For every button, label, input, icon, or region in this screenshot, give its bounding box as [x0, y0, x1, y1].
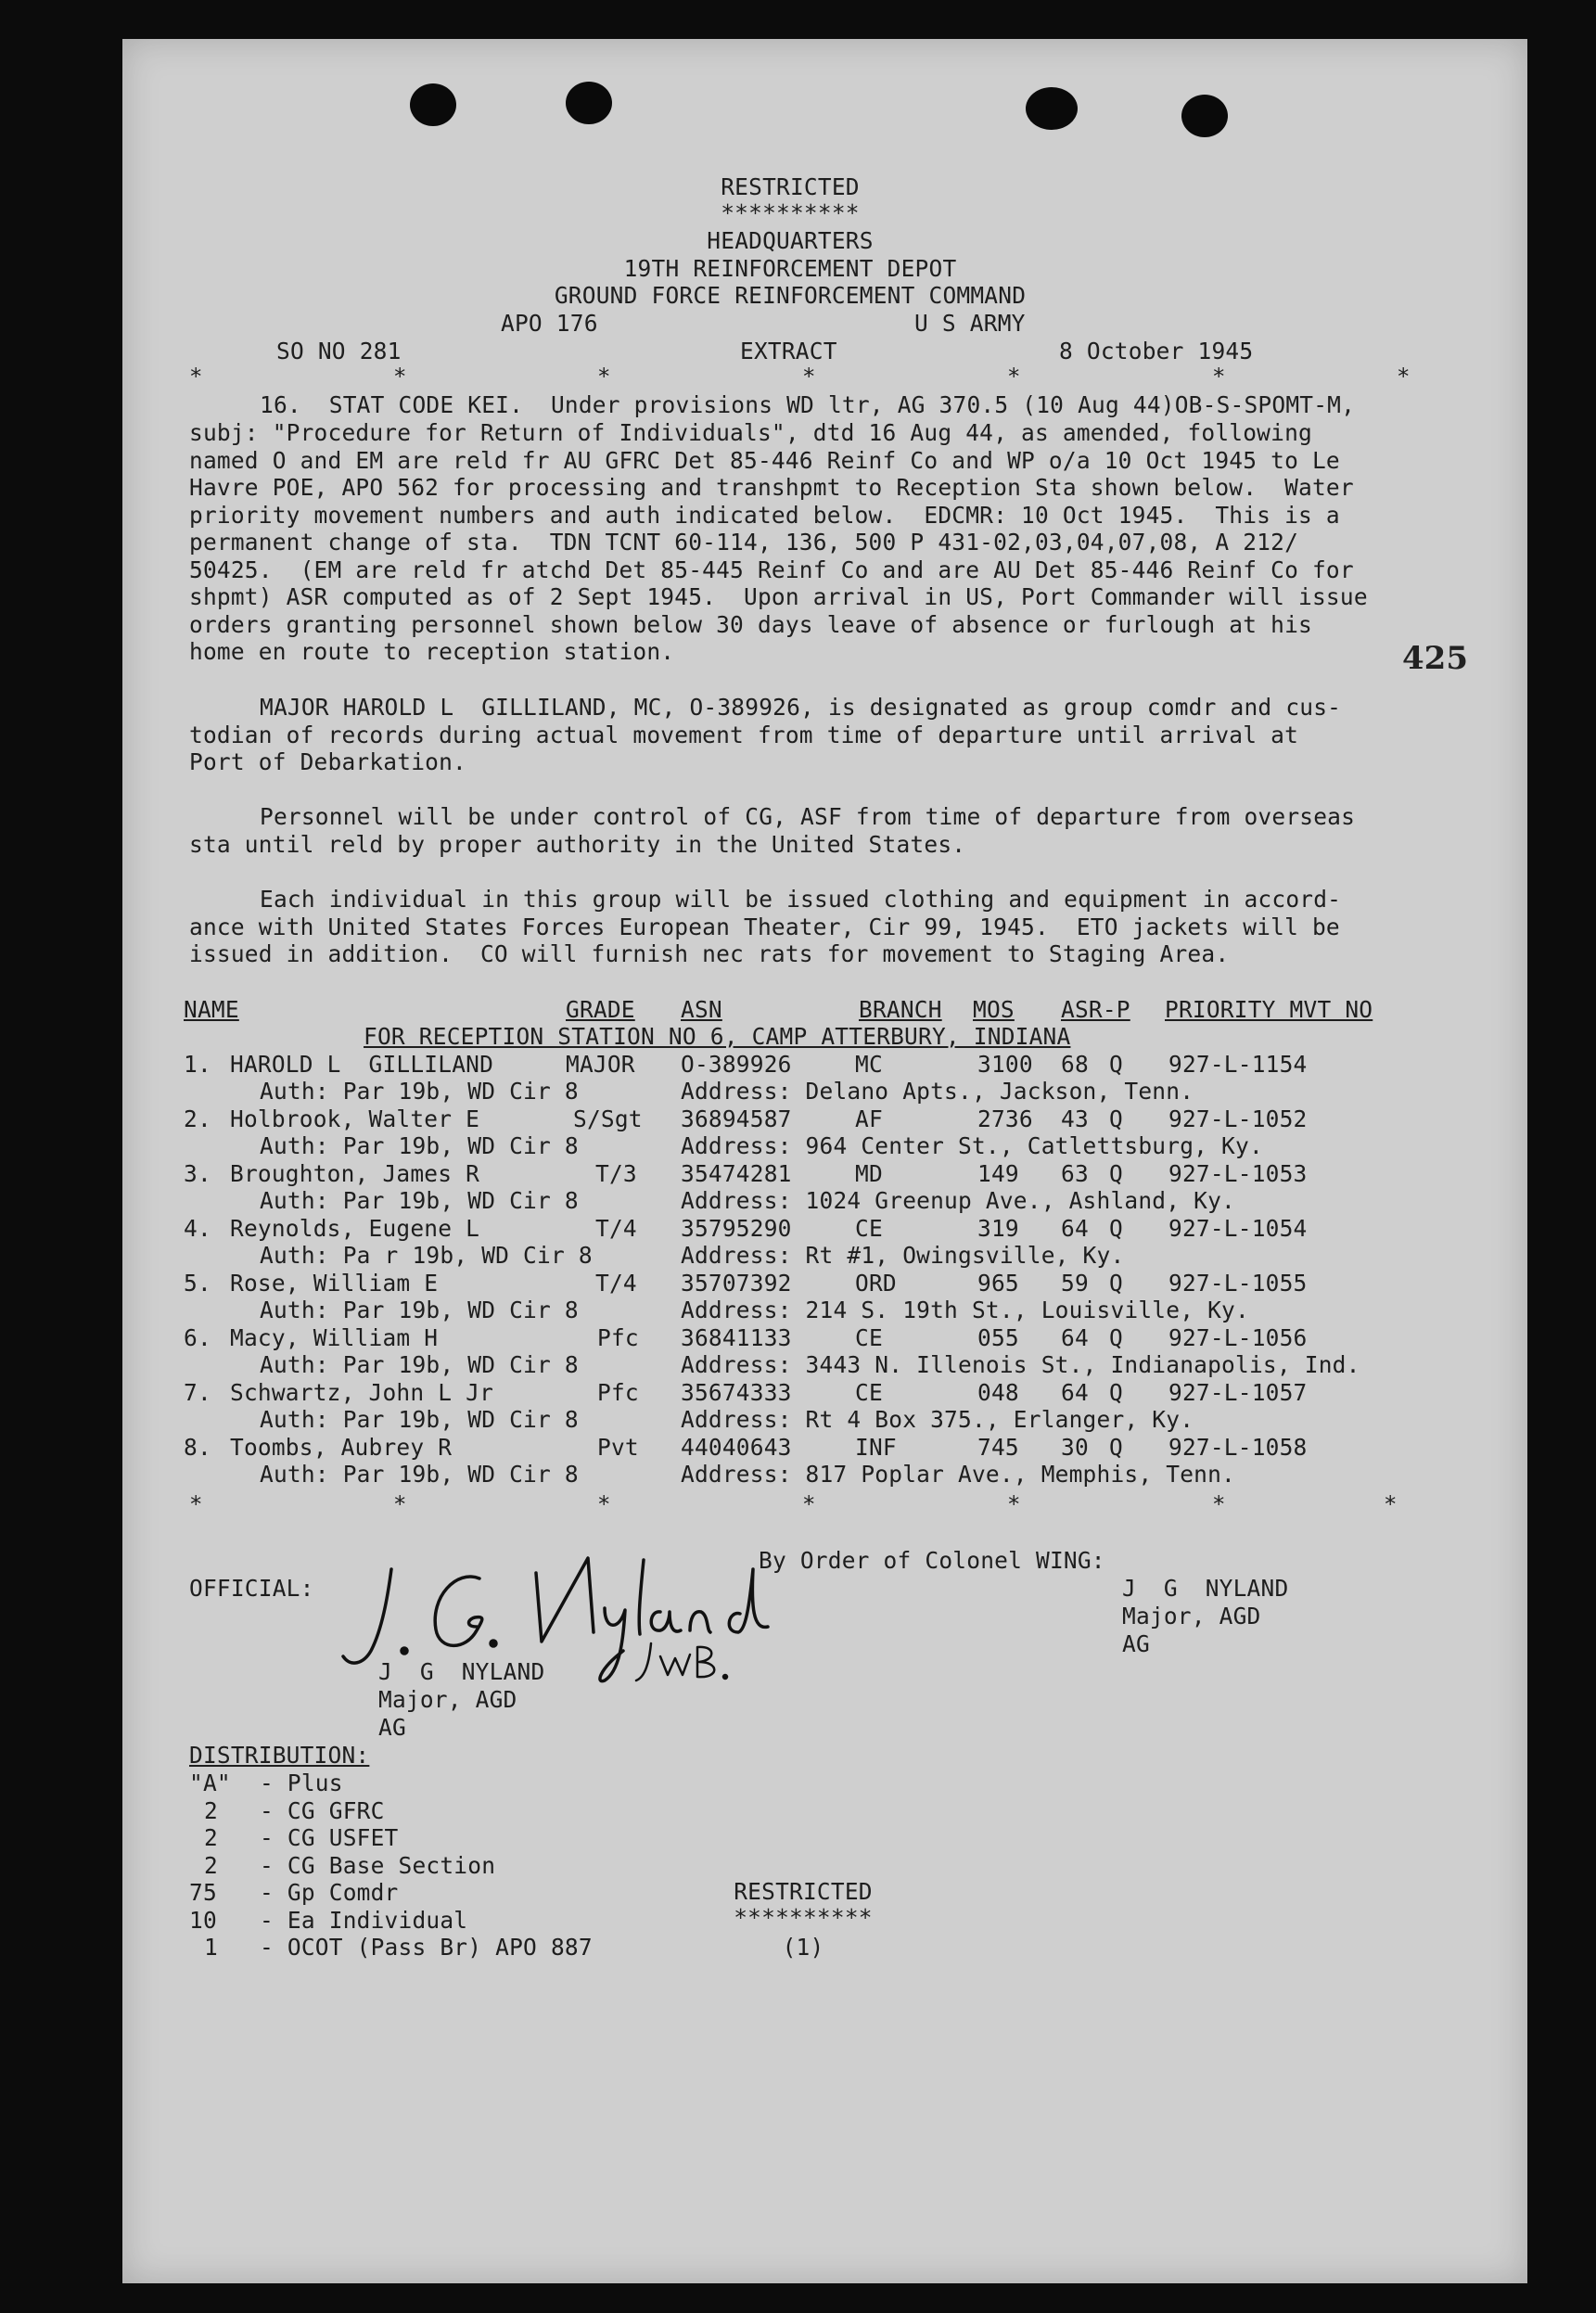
text-line: Havre POE, APO 562 for processing and transhpmt to Reception Sta shown below. Water [189, 474, 1354, 501]
row-p: Q [1109, 1379, 1123, 1406]
row-address: Address: 817 Poplar Ave., Memphis, Tenn. [681, 1461, 1236, 1488]
row-grade: Pvt [597, 1434, 639, 1461]
distribution-qty: 2 [204, 1824, 218, 1851]
order-date: 8 October 1945 [1059, 338, 1254, 364]
distribution-qty: 75 [189, 1879, 217, 1906]
punch-hole [1181, 95, 1228, 137]
distribution-qty: 2 [204, 1796, 218, 1824]
row-num: 2. [184, 1105, 211, 1132]
row-auth: Auth: Par 19b, WD Cir 8 [260, 1351, 579, 1378]
col-header-branch: BRANCH [859, 996, 942, 1023]
row-asr: 30 [1061, 1434, 1089, 1461]
row-branch: CE [855, 1324, 883, 1351]
row-p: Q [1109, 1051, 1123, 1078]
text-line: Personnel will be under control of CG, ASF from time of departure from overseas [260, 803, 1356, 830]
distribution-recipient: - Gp Comdr [260, 1879, 399, 1906]
row-grade: T/4 [595, 1270, 637, 1297]
stars-top: ********** [721, 199, 860, 226]
official-label: OFFICIAL: [189, 1575, 314, 1602]
row-mos: 319 [977, 1215, 1019, 1242]
text-line: MAJOR HAROLD L GILLILAND, MC, O-389926, is designated as group comdr and cus- [260, 694, 1342, 721]
row-auth: Auth: Par 19b, WD Cir 8 [260, 1132, 579, 1159]
punch-hole [410, 83, 456, 126]
text-line: todian of records during actual movement from time of departure until arrival at [189, 722, 1299, 748]
col-header-grade: GRADE [566, 996, 635, 1023]
row-asn: 35795290 [681, 1215, 792, 1242]
punch-hole [566, 82, 612, 124]
row-num: 4. [184, 1215, 211, 1242]
signer-name-left: J G NYLAND [378, 1658, 545, 1685]
text-line: sta until reld by proper authority in the United States. [189, 831, 966, 858]
row-asr: 64 [1061, 1379, 1089, 1406]
restricted-top: RESTRICTED [721, 173, 860, 200]
punch-hole [1026, 87, 1078, 130]
row-mvt: 927-L-1154 [1168, 1051, 1308, 1078]
row-address: Address: Rt #1, Owingsville, Ky. [681, 1242, 1125, 1269]
row-num: 3. [184, 1160, 211, 1187]
text-line: orders granting personnel shown below 30 days leave of absence or furlough at his [189, 611, 1312, 638]
row-num: 6. [184, 1324, 211, 1351]
row-auth: Auth: Par 19b, WD Cir 8 [260, 1187, 579, 1214]
row-mvt: 927-L-1054 [1168, 1215, 1308, 1242]
row-mvt: 927-L-1057 [1168, 1379, 1308, 1406]
page-marker: (1) [782, 1934, 824, 1961]
row-name: Holbrook, Walter E [230, 1105, 480, 1132]
row-branch: CE [855, 1215, 883, 1242]
row-mos: 2736 [977, 1105, 1033, 1132]
row-asr: 63 [1061, 1160, 1089, 1187]
signer-office-right: AG [1122, 1630, 1150, 1657]
hq-title: HEADQUARTERS [707, 227, 874, 254]
text-line: ance with United States Forces European Theater, Cir 99, 1945. ETO jackets will be [189, 914, 1340, 940]
row-mvt: 927-L-1055 [1168, 1270, 1308, 1297]
row-name: Toombs, Aubrey R [230, 1434, 453, 1461]
row-grade: MAJOR [566, 1051, 635, 1078]
row-mos: 965 [977, 1270, 1019, 1297]
unit-title: 19TH REINFORCEMENT DEPOT [623, 255, 957, 282]
text-line: Port of Debarkation. [189, 748, 467, 775]
row-name: Rose, William E [230, 1270, 439, 1297]
by-order-line: By Order of Colonel WING: [759, 1547, 1105, 1574]
distribution-recipient: - Ea Individual [260, 1906, 468, 1934]
row-mos: 3100 [977, 1051, 1033, 1078]
row-num: 7. [184, 1379, 211, 1406]
stars-bottom: ********** [734, 1904, 873, 1931]
row-asr: 68 [1061, 1051, 1089, 1078]
row-mos: 055 [977, 1324, 1019, 1351]
distribution-title: DISTRIBUTION: [189, 1742, 370, 1769]
row-name: Schwartz, John L Jr [230, 1379, 494, 1406]
row-asr: 59 [1061, 1270, 1089, 1297]
row-grade: T/3 [595, 1160, 637, 1187]
row-mos: 149 [977, 1160, 1019, 1187]
page-number-stamp: 425 [1402, 640, 1468, 677]
row-grade: Pfc [597, 1324, 639, 1351]
row-address: Address: 964 Center St., Catlettsburg, Ky. [681, 1132, 1263, 1159]
signer-name-right: J G NYLAND [1122, 1575, 1289, 1602]
document-page: RESTRICTED ********** HEADQUARTERS 19TH REINFORCEMENT DEPOT GROUND FORCE REINFORCEMENT COMMAND APO 176 U S ARMY SO NO 281 EXTRACT 8 October 1945 * * * * * * * 16. STAT CODE KEI. Under provisions WD ltr, AG 370.5 (10 Aug 44)OB-S-SPOMT-M, subj: "Procedure for Return of Individuals", dtd 16 Aug 44, as amended, following named O and EM are reld fr AU GFRC Det 85-446 Reinf Co and WP o/a 10 Oct 1945 to Le Havre POE, APO 562 for processing and transhpmt to Reception Sta shown below. Water priority movement numbers and auth indicated below. EDCMR: 10 Oct 1945. This is a permanent change of sta. TDN TCNT 60-114, 136, 500 P 431-02,03,04,07,08, A 212/ 50425. (EM are reld fr atchd Det 85-445 Reinf Co and are AU Det 85-446 Reinf Co for shpmt) ASR computed as of 2 Sept 1945. Upon arrival in US, Port Commander will issue orders granting personnel shown below 30 days leave of absence or furlough at his home en route to reception station. 425 MAJOR HAROLD L GILLILAND, MC, O-389926, is designated as group comdr and cus- todian of records during actual movement from time of departure until arrival at Port of Debarkation. Personnel will be under control of CG, ASF from time of departure from overseas sta until reld by proper authority in the United States. Each individual in this group will be issued clothing and equipment in accord- ance with United States Forces European Theater, Cir 99, 1945. ETO jackets will be issued in addition. CO will furnish nec rats for movement to Staging Area. NAME GRADE ASN BRANCH MOS ASR-P PRIORITY MVT NO FOR RECEPTION STATION NO 6, CAMP ATTERBURY, INDIANA 1. HAROLD L GILLILAND MAJOR O-389926 MC 3100 68 Q 927-L-1154 Auth: Par 19b, WD Cir 8 Address: Delano Apts., Jackson, Tenn. 2. Holbrook, Walter E S/Sgt 36894587 AF 2736 43 Q 927-L-1052 Auth: Par 19b, WD Cir 8 Address: 964 Center St., Catlettsburg, Ky. 3. Broughton, James R T/3 35474281 MD 149 63 Q 927-L-1053 Auth: Par 19b, WD Cir 8 Address: 1024 Greenup Ave., Ashland, Ky. 4. Reynolds, Eugene L T/4 35795290 CE 319 64 Q 927-L-1054 Auth: Pa r 19b, WD Cir 8 Address: Rt #1, Owingsville, Ky. 5. Rose, William E T/4 35707392 ORD 965 59 Q 927-L-1055 Auth: Par 19b, WD Cir 8 Address: 214 S. 19th St., Louisville, Ky. 6. Macy, William H Pfc 36841133 CE 055 64 Q 927-L-1056 Auth: Par 19b, WD Cir 8 Address: 3443 N. Illenois St., Indianapolis, Ind. 7. Schwartz, John L Jr Pfc 35674333 CE 048 64 Q 927-L-1057 Auth: Par 19b, WD Cir 8 Address: Rt 4 Box 375., Erlanger, Ky. 8. Toombs, Aubrey R Pvt 44040643 INF 745 30 Q 927-L-1058 Auth: Par 19b, WD Cir 8 Address: 817 Poplar Ave., Memphis, Tenn. * * * * * * * By Order of Colonel WING: OFFICIAL: J G NYLAND Major, AGD AG J G NYLAND Major, AGD AG DISTRIBUTION: "A" - Plus 2 - CG GFRC 2 - CG USFET 2 - CG Base Section 75 - Gp Comdr 10 - Ea Individual 1 - OCOT (Pass Br) APO 887 RESTRICTED ********** (1) [122, 39, 1527, 2283]
row-mos: 745 [977, 1434, 1019, 1461]
distribution-qty: 1 [204, 1934, 218, 1961]
row-mvt: 927-L-1053 [1168, 1160, 1308, 1187]
text-line: issued in addition. CO will furnish nec rats for movement to Staging Area. [189, 940, 1230, 967]
row-branch: INF [855, 1434, 897, 1461]
signer-rank-left: Major, AGD [378, 1686, 517, 1713]
row-grade: T/4 [595, 1215, 637, 1242]
row-mvt: 927-L-1052 [1168, 1105, 1308, 1132]
distribution-qty: 10 [189, 1906, 217, 1934]
row-auth: Auth: Par 19b, WD Cir 8 [260, 1297, 579, 1323]
distribution-recipient: - CG Base Section [260, 1851, 496, 1879]
row-asn: 36841133 [681, 1324, 792, 1351]
row-auth: Auth: Pa r 19b, WD Cir 8 [260, 1242, 593, 1269]
col-header-asr: ASR-P [1061, 996, 1130, 1023]
row-asr: 43 [1061, 1105, 1089, 1132]
initials-mark [631, 1636, 733, 1692]
text-line: home en route to reception station. [189, 638, 675, 665]
text-line: Each individual in this group will be issued clothing and equipment in accord- [260, 886, 1342, 913]
row-grade: S/Sgt [573, 1105, 643, 1132]
distribution-recipient: - OCOT (Pass Br) APO 887 [260, 1934, 593, 1961]
row-branch: MC [855, 1051, 883, 1078]
text-line: subj: "Procedure for Return of Individuals", dtd 16 Aug 44, as amended, following [189, 419, 1312, 446]
restricted-bottom: RESTRICTED [734, 1878, 873, 1905]
row-num: 8. [184, 1434, 211, 1461]
row-p: Q [1109, 1160, 1123, 1187]
apo-number: APO 176 [501, 310, 598, 337]
row-mos: 048 [977, 1379, 1019, 1406]
text-line: permanent change of sta. TDN TCNT 60-114, 136, 500 P 431-02,03,04,07,08, A 212/ [189, 529, 1299, 556]
row-branch: AF [855, 1105, 883, 1132]
command-title: GROUND FORCE REINFORCEMENT COMMAND [554, 282, 1027, 309]
row-name: Reynolds, Eugene L [230, 1215, 480, 1242]
row-address: Address: 3443 N. Illenois St., Indianapolis, Ind. [681, 1351, 1360, 1378]
row-branch: MD [855, 1160, 883, 1187]
col-header-mos: MOS [973, 996, 1015, 1023]
row-p: Q [1109, 1215, 1123, 1242]
row-mvt: 927-L-1056 [1168, 1324, 1308, 1351]
row-asn: O-389926 [681, 1051, 792, 1078]
distribution-qty: "A" [189, 1770, 231, 1796]
row-asr: 64 [1061, 1215, 1089, 1242]
row-auth: Auth: Par 19b, WD Cir 8 [260, 1406, 579, 1433]
distribution-recipient: - CG GFRC [260, 1796, 385, 1824]
army-label: U S ARMY [914, 310, 1026, 337]
text-line: named O and EM are reld fr AU GFRC Det 85-446 Reinf Co and WP o/a 10 Oct 1945 to Le [189, 447, 1340, 474]
row-p: Q [1109, 1270, 1123, 1297]
row-address: Address: Rt 4 Box 375., Erlanger, Ky. [681, 1406, 1194, 1433]
row-grade: Pfc [597, 1379, 639, 1406]
row-asn: 35474281 [681, 1160, 792, 1187]
distribution-qty: 2 [204, 1851, 218, 1879]
row-p: Q [1109, 1105, 1123, 1132]
distribution-recipient: - Plus [260, 1770, 343, 1796]
row-branch: CE [855, 1379, 883, 1406]
col-header-priority: PRIORITY MVT NO [1165, 996, 1373, 1023]
row-asn: 35674333 [681, 1379, 792, 1406]
row-branch: ORD [855, 1270, 897, 1297]
text-line: priority movement numbers and auth indicated below. EDCMR: 10 Oct 1945. This is a [189, 502, 1340, 529]
row-name: HAROLD L GILLILAND [230, 1051, 494, 1078]
row-num: 5. [184, 1270, 211, 1297]
row-auth: Auth: Par 19b, WD Cir 8 [260, 1078, 579, 1105]
distribution-recipient: - CG USFET [260, 1824, 399, 1851]
signer-rank-right: Major, AGD [1122, 1603, 1261, 1629]
signer-office-left: AG [378, 1714, 406, 1741]
text-line: 50425. (EM are reld fr atchd Det 85-445 Reinf Co and are AU Det 85-446 Reinf Co for [189, 556, 1354, 583]
row-address: Address: 214 S. 19th St., Louisville, Ky. [681, 1297, 1249, 1323]
col-header-asn: ASN [681, 996, 722, 1023]
row-asn: 35707392 [681, 1270, 792, 1297]
row-num: 1. [184, 1051, 211, 1078]
row-asn: 36894587 [681, 1105, 792, 1132]
text-line: shpmt) ASR computed as of 2 Sept 1945. Upon arrival in US, Port Commander will issue [189, 583, 1368, 610]
reception-station-line: FOR RECEPTION STATION NO 6, CAMP ATTERBURY, INDIANA [364, 1023, 1071, 1050]
row-asr: 64 [1061, 1324, 1089, 1351]
extract-label: EXTRACT [740, 338, 837, 364]
row-mvt: 927-L-1058 [1168, 1434, 1308, 1461]
row-p: Q [1109, 1434, 1123, 1461]
row-asn: 44040643 [681, 1434, 792, 1461]
row-address: Address: Delano Apts., Jackson, Tenn. [681, 1078, 1194, 1105]
so-number: SO NO 281 [276, 338, 402, 364]
row-address: Address: 1024 Greenup Ave., Ashland, Ky. [681, 1187, 1236, 1214]
row-p: Q [1109, 1324, 1123, 1351]
col-header-name: NAME [184, 996, 239, 1023]
row-name: Broughton, James R [230, 1160, 480, 1187]
text-line: 16. STAT CODE KEI. Under provisions WD ltr, AG 370.5 (10 Aug 44)OB-S-SPOMT-M, [260, 391, 1356, 418]
row-name: Macy, William H [230, 1324, 439, 1351]
row-auth: Auth: Par 19b, WD Cir 8 [260, 1461, 579, 1488]
